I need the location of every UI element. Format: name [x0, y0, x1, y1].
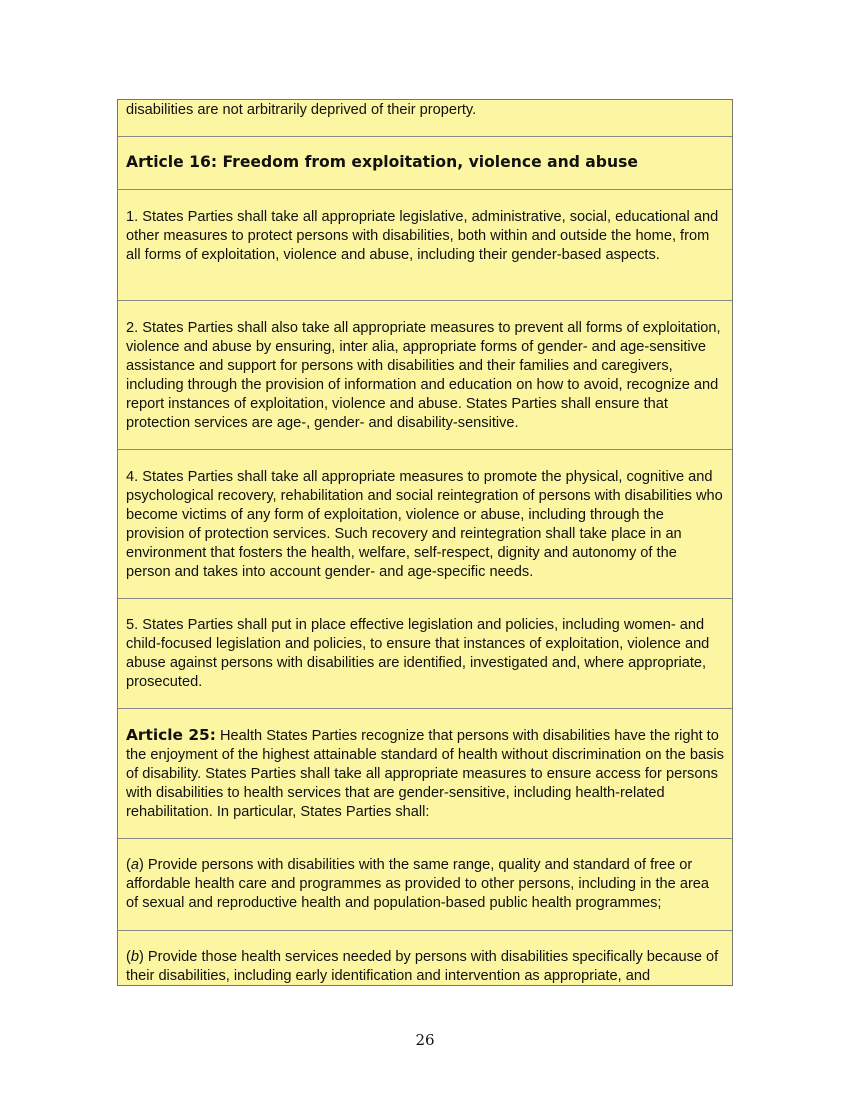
item-b-paragraph: [126, 948, 724, 986]
item-marker: (b): [126, 949, 144, 965]
table-row: [118, 301, 732, 450]
table-row: [118, 839, 732, 931]
row-text: disabilities are not arbitrarily deprived of their property.: [126, 102, 477, 118]
table-row: [118, 100, 732, 137]
page-number: 26: [415, 1031, 435, 1049]
row-text: 2. States Parties shall also take all appropriate measures to prevent all forms of exploitation, violence and abuse by ensuring, inter alia, appropriate forms of gender- and age-sensitive assistance and support for persons with disabilities and their families and caregivers, including through the provision of information and education on how to avoid, recognize and report instances of exploitation, violence and abuse. States Parties shall ensure that protection services are age-, gender- and disability-sensitive.: [126, 320, 721, 432]
row-text: 4. States Parties shall take all appropriate measures to promote the physical, cognitive and psychological recovery, rehabilitation and social reintegration of persons with disabilities who become victims of any form of exploitation, violence or abuse, including through the provision of protection services. Such recovery and reintegration shall take place in an environment that fosters the health, welfare, self-respect, dignity and autonomy of the person and takes into account gender- and age-specific needs.: [126, 469, 723, 581]
table-row: [118, 709, 732, 839]
table-bottom-border: [117, 985, 733, 986]
table-row: [118, 599, 732, 709]
row-text: 1. States Parties shall take all appropriate legislative, administrative, social, educational and other measures to protect persons with disabilities, both within and outside the home, from all forms of exploitation, violence and abuse, including their gender-based aspects.: [126, 209, 719, 264]
item-marker: (a): [126, 857, 144, 873]
table-row: [118, 190, 732, 301]
row-text: Provide persons with disabilities with the same range, quality and standard of free or affordable health care and programmes as provided to other persons, including in the area of sexual and reproductive health and population-based public health programmes;: [126, 857, 710, 912]
convention-text-table: [117, 99, 733, 986]
table-row: [118, 931, 732, 986]
article-25-paragraph: [126, 726, 724, 822]
article-25-label: Article 25:: [126, 726, 216, 744]
row-text: Provide those health services needed by persons with disabilities specifically because of their disabilities, including early identification and intervention as appropriate, and: [126, 949, 719, 985]
row-text: 5. States Parties shall put in place effective legislation and policies, including women- and child-focused legislation and policies, to ensure that instances of exploitation, violence and abuse against persons with disabilities are identified, investigated and, where appropriate, prosecuted.: [126, 617, 710, 691]
row-text: Health States Parties recognize that persons with disabilities have the right to the enjoyment of the highest attainable standard of health without discrimination on the basis of disability. States Parties shall take all appropriate measures to ensure access for persons with disabilities to health services that are gender-sensitive, including health-related rehabilitation. In particular, States Parties shall:: [126, 728, 724, 821]
article-16-heading: Article 16: Freedom from exploitation, violence and abuse: [126, 153, 638, 171]
item-a-paragraph: [126, 856, 724, 913]
table-row: [118, 450, 732, 599]
table-row-heading: [118, 137, 732, 190]
